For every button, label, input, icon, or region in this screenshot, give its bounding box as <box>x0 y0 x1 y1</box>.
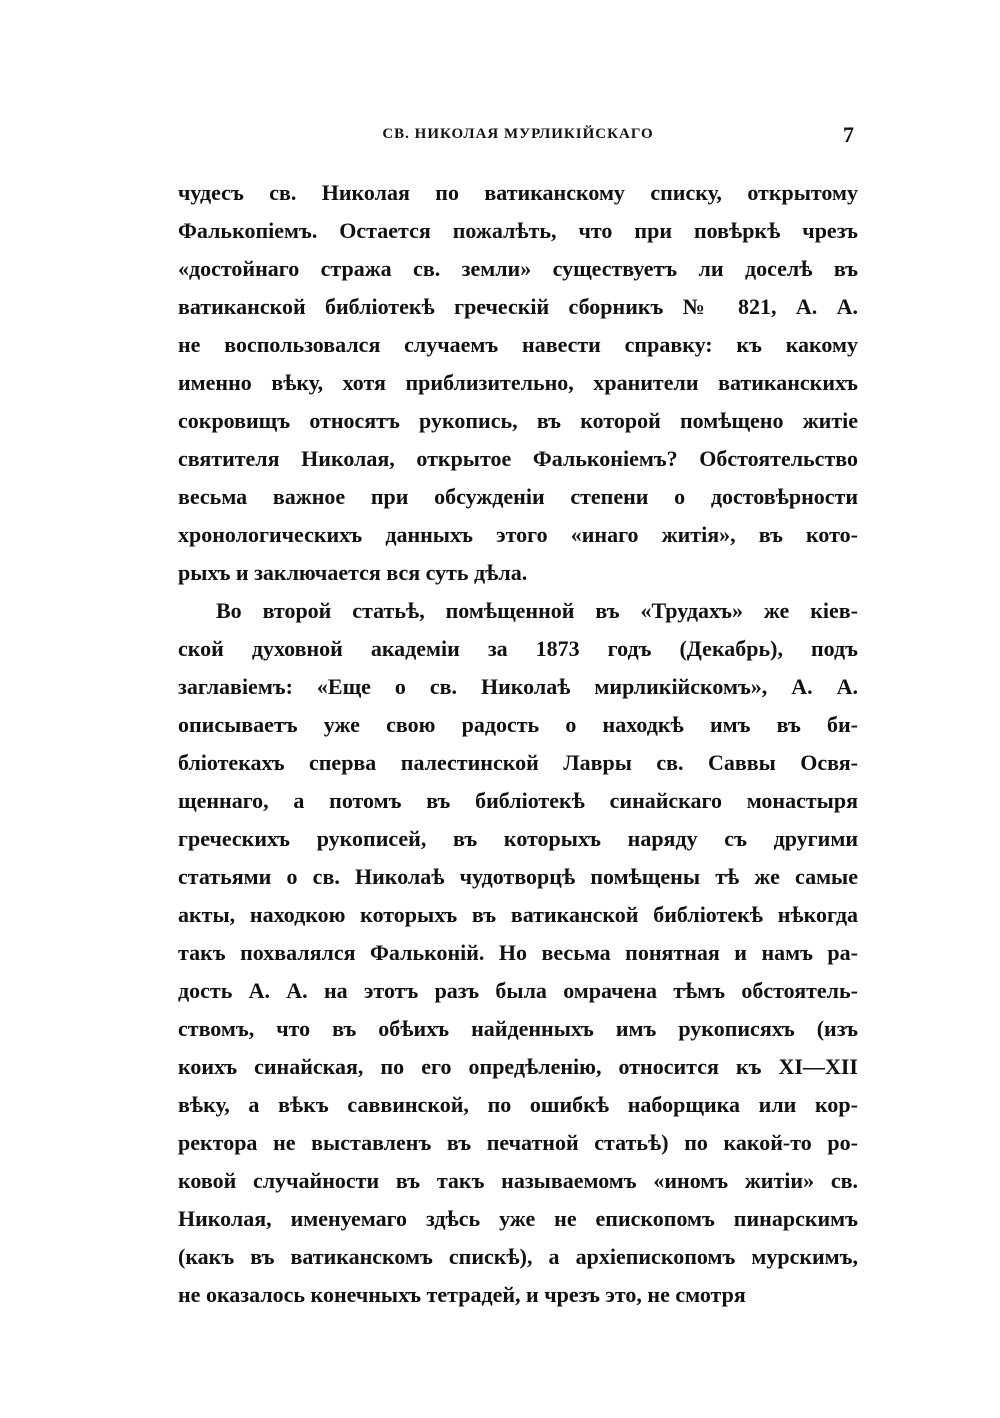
text-line: хронологическихъ данныхъ этого «инаго житія», въ кото- <box>178 522 858 547</box>
text-line: ректора не выставленъ въ печатной статьѣ) по какой-то ро- <box>178 1130 858 1155</box>
text-line: Фалькопіемъ. Остается пожалѣть, что при повѣркѣ чрезъ <box>178 218 858 243</box>
text-line: щеннаго, а потомъ въ библіотекѣ синайскаго монастыря <box>178 788 858 813</box>
text-line: святителя Николая, открытое Фальконіемъ? Обстоятельство <box>178 446 858 471</box>
text-line: ской духовной академіи за 1873 годъ (Декабрь), подъ <box>178 636 858 661</box>
text-line: (какъ въ ватиканскомъ спискѣ), а архіепископомъ мурскимъ, <box>178 1244 858 1269</box>
text-line: бліотекахъ сперва палестинской Лавры св. Саввы Освя- <box>178 750 858 775</box>
paragraph <box>178 174 858 592</box>
body-text <box>178 174 858 1314</box>
text-line: статьями о св. Николаѣ чудотворцѣ помѣщены тѣ же самые <box>178 864 858 889</box>
text-line: ватиканской библіотекѣ греческій сборникъ № 821, А. А. <box>178 294 858 319</box>
text-line: вѣку, а вѣкъ саввинской, по ошибкѣ наборщика или кор- <box>178 1092 858 1117</box>
text-line: такъ похвалялся Фальконій. Но весьма понятная и намъ ра- <box>178 940 858 965</box>
page-number: 7 <box>843 122 854 147</box>
text-line: ковой случайности въ такъ называемомъ «иномъ житіи» св. <box>178 1168 858 1193</box>
text-line: не оказалось конечныхъ тетрадей, и чрезъ это, не смотря <box>178 1282 746 1307</box>
text-line: не воспользовался случаемъ навести справку: къ какому <box>178 332 858 357</box>
text-line: греческихъ рукописей, въ которыхъ наряду съ другими <box>178 826 858 851</box>
text-line: «достойнаго стража св. земли» существуетъ ли доселѣ въ <box>178 256 858 281</box>
text-line: коихъ синайская, по его опредѣленію, относится къ XI—XII <box>178 1054 858 1079</box>
running-head <box>178 122 858 152</box>
text-line: Во второй статьѣ, помѣщенной въ «Трудахъ» же кіев- <box>216 598 858 623</box>
running-head-title: СВ. НИКОЛАЯ МУРЛИКІЙСКАГО <box>382 126 654 142</box>
text-line: рыхъ и заключается вся суть дѣла. <box>178 560 528 585</box>
text-line: акты, находкою которыхъ въ ватиканской библіотекѣ нѣкогда <box>178 902 858 927</box>
text-line: именно вѣку, хотя приблизительно, хранители ватиканскихъ <box>178 370 858 395</box>
text-line: сокровищъ относятъ рукопись, въ которой помѣщено житіе <box>178 408 858 433</box>
text-line: весьма важное при обсужденіи степени о достовѣрности <box>178 484 858 509</box>
text-line: дость А. А. на этотъ разъ была омрачена тѣмъ обстоятель- <box>178 978 858 1003</box>
text-line: чудесъ св. Николая по ватиканскому списку, открытому <box>178 180 858 205</box>
text-line: Николая, именуемаго здѣсь уже не епископомъ пинарскимъ <box>178 1206 858 1231</box>
paragraph <box>178 592 858 1314</box>
text-line: описываетъ уже свою радость о находкѣ имъ въ би- <box>178 712 858 737</box>
text-line: заглавіемъ: «Еще о св. Николаѣ мирликійскомъ», А. А. <box>178 674 858 699</box>
text-line: ствомъ, что въ обѣихъ найденныхъ имъ рукописяхъ (изъ <box>178 1016 858 1041</box>
